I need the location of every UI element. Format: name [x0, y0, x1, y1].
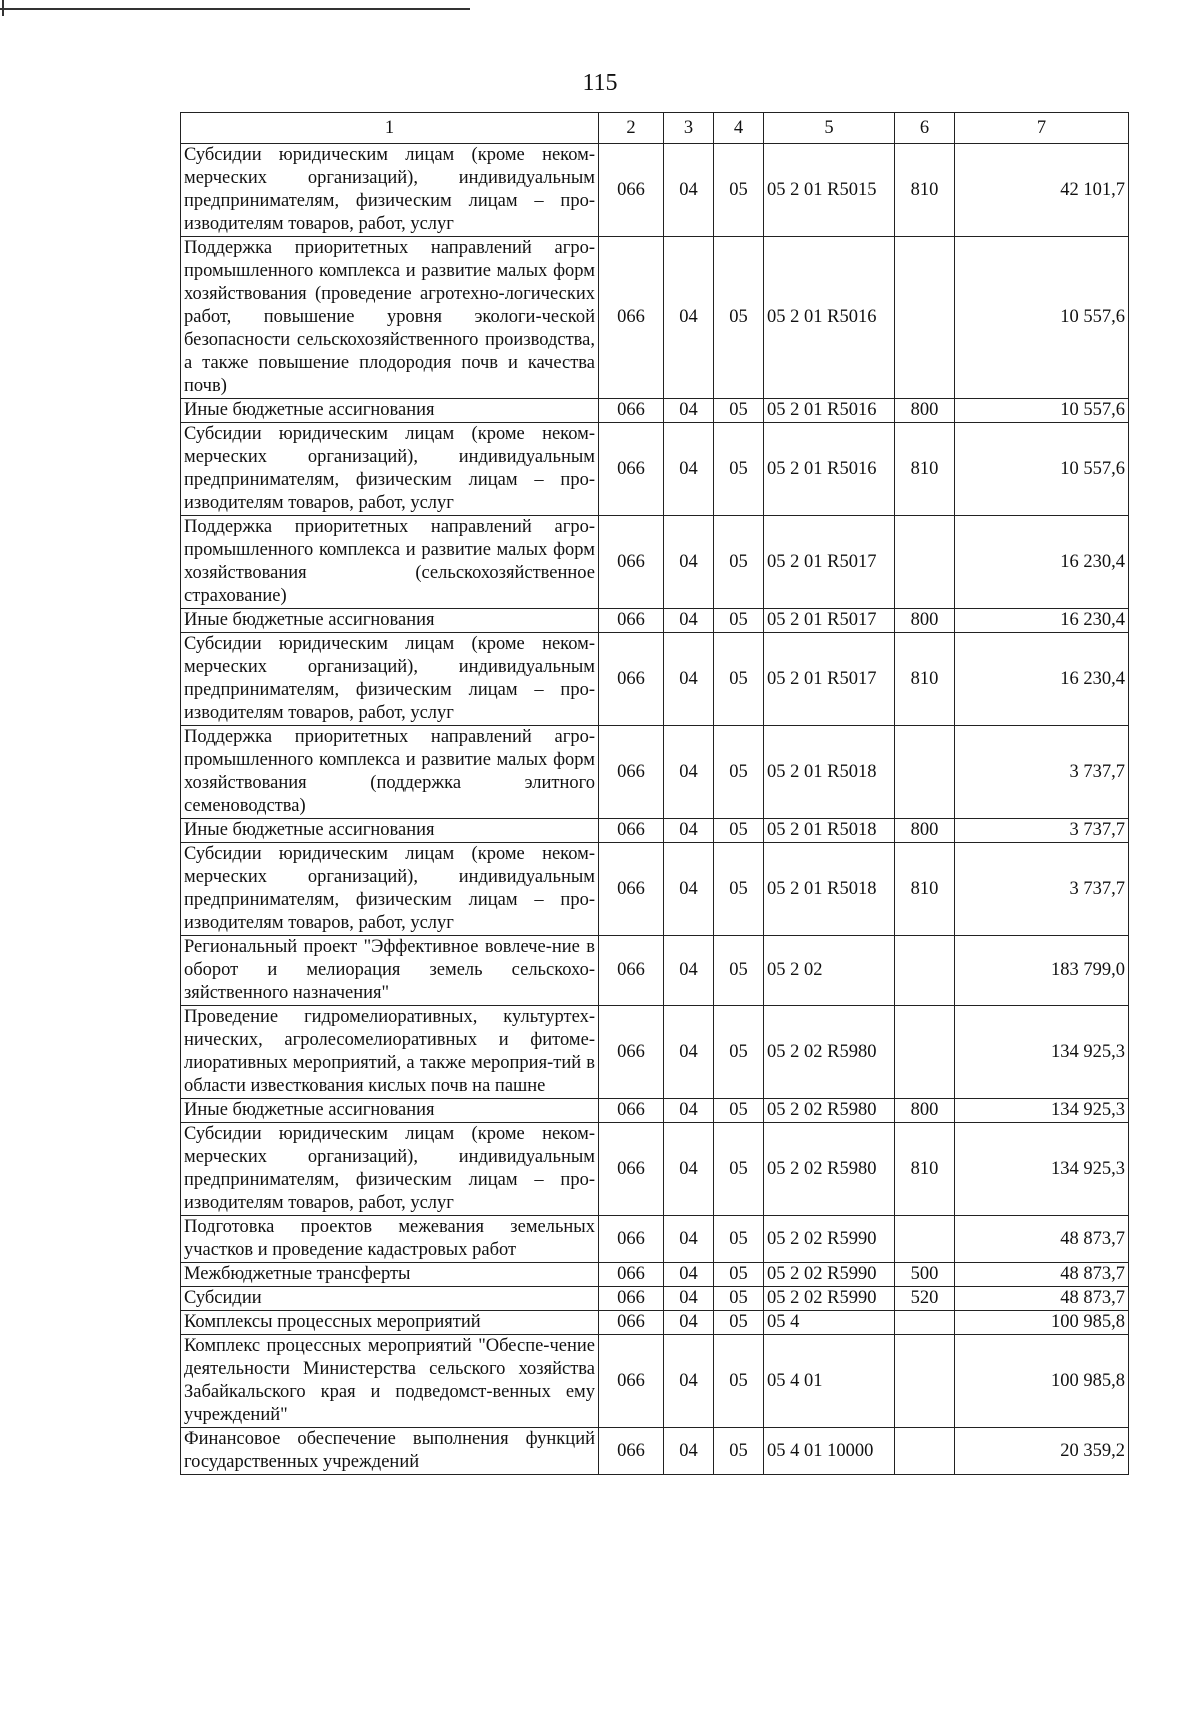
- column-header: 6: [895, 113, 955, 144]
- page-number: 115: [582, 70, 618, 96]
- cell-admin-code: 066: [599, 1428, 664, 1475]
- table-row: [181, 633, 1129, 726]
- cell-admin-code: 066: [599, 1123, 664, 1216]
- cell-admin-code: 066: [599, 423, 664, 516]
- table-row: [181, 423, 1129, 516]
- cell-expense-type: [895, 516, 955, 609]
- cell-subsection: 05: [714, 399, 764, 423]
- table-row: [181, 1335, 1129, 1428]
- cell-admin-code: 066: [599, 237, 664, 399]
- cell-expense-type: 520: [895, 1287, 955, 1311]
- cell-amount: 100 985,8: [955, 1335, 1129, 1428]
- table-body: [181, 144, 1129, 1475]
- cell-expense-type: [895, 1216, 955, 1263]
- cell-amount: 48 873,7: [955, 1216, 1129, 1263]
- cell-name: Субсидии юридическим лицам (кроме неком-мерческих организаций), индивидуальным предпринимателям, физическим лицам – про-изводителям товаров, работ, услуг: [181, 633, 599, 726]
- cell-section: 04: [664, 609, 714, 633]
- cell-subsection: 05: [714, 819, 764, 843]
- cell-name: Поддержка приоритетных направлений агро-промышленного комплекса и развитие малых форм хозяйствования (сельскохозяйственное страхование): [181, 516, 599, 609]
- cell-expense-type: 810: [895, 843, 955, 936]
- cell-section: 04: [664, 1263, 714, 1287]
- cell-amount: 42 101,7: [955, 144, 1129, 237]
- cell-expense-type: [895, 1006, 955, 1099]
- cell-admin-code: 066: [599, 843, 664, 936]
- cell-target-article: 05 2 02 R5990: [764, 1287, 895, 1311]
- cell-section: 04: [664, 1428, 714, 1475]
- cell-section: 04: [664, 237, 714, 399]
- cell-section: 04: [664, 1311, 714, 1335]
- cell-expense-type: [895, 936, 955, 1006]
- cell-subsection: 05: [714, 423, 764, 516]
- cell-name: Иные бюджетные ассигнования: [181, 1099, 599, 1123]
- cell-section: 04: [664, 1006, 714, 1099]
- cell-subsection: 05: [714, 1123, 764, 1216]
- cell-admin-code: 066: [599, 1099, 664, 1123]
- cell-expense-type: [895, 237, 955, 399]
- cell-subsection: 05: [714, 144, 764, 237]
- cell-subsection: 05: [714, 1099, 764, 1123]
- cell-admin-code: 066: [599, 1287, 664, 1311]
- cell-target-article: 05 4: [764, 1311, 895, 1335]
- cell-section: 04: [664, 1287, 714, 1311]
- cell-amount: 10 557,6: [955, 237, 1129, 399]
- cell-target-article: 05 2 01 R5016: [764, 399, 895, 423]
- table-row: [181, 237, 1129, 399]
- cell-subsection: 05: [714, 1335, 764, 1428]
- cell-expense-type: 800: [895, 819, 955, 843]
- cell-name: Региональный проект "Эффективное вовлече-ние в оборот и мелиорация земель сельскохо-зяйственного назначения": [181, 936, 599, 1006]
- cell-amount: 10 557,6: [955, 423, 1129, 516]
- column-header: 3: [664, 113, 714, 144]
- cell-subsection: 05: [714, 843, 764, 936]
- cell-section: 04: [664, 819, 714, 843]
- cell-target-article: 05 2 01 R5017: [764, 516, 895, 609]
- cell-section: 04: [664, 516, 714, 609]
- cell-expense-type: 800: [895, 609, 955, 633]
- cell-target-article: 05 2 02 R5990: [764, 1216, 895, 1263]
- cell-admin-code: 066: [599, 819, 664, 843]
- cell-target-article: 05 2 02 R5980: [764, 1099, 895, 1123]
- cell-admin-code: 066: [599, 1006, 664, 1099]
- table-row: [181, 1263, 1129, 1287]
- cell-name: Подготовка проектов межевания земельных участков и проведение кадастровых работ: [181, 1216, 599, 1263]
- table-row: [181, 1123, 1129, 1216]
- table-row: [181, 1216, 1129, 1263]
- table-row: [181, 936, 1129, 1006]
- cell-target-article: 05 2 01 R5018: [764, 819, 895, 843]
- column-header: 4: [714, 113, 764, 144]
- cell-name: Поддержка приоритетных направлений агро-промышленного комплекса и развитие малых форм хозяйствования (проведение агротехно-логических работ, повышение уровня экологи-ческой безопасности сельскохозяйственного производства, а также повышение плодородия почв и качества почв): [181, 237, 599, 399]
- cell-expense-type: 810: [895, 144, 955, 237]
- cell-target-article: 05 2 01 R5016: [764, 423, 895, 516]
- cell-subsection: 05: [714, 1216, 764, 1263]
- cell-section: 04: [664, 1099, 714, 1123]
- cell-admin-code: 066: [599, 726, 664, 819]
- cell-target-article: 05 4 01 10000: [764, 1428, 895, 1475]
- cell-amount: 20 359,2: [955, 1428, 1129, 1475]
- cell-admin-code: 066: [599, 1263, 664, 1287]
- cell-name: Межбюджетные трансферты: [181, 1263, 599, 1287]
- cell-target-article: 05 2 01 R5015: [764, 144, 895, 237]
- cell-name: Иные бюджетные ассигнования: [181, 819, 599, 843]
- cell-name: Иные бюджетные ассигнования: [181, 609, 599, 633]
- budget-table: [180, 112, 1129, 1475]
- cell-amount: 134 925,3: [955, 1099, 1129, 1123]
- cell-name: Комплекс процессных мероприятий "Обеспе-чение деятельности Министерства сельского хозяйства Забайкальского края и подведомст-венных ему учреждений": [181, 1335, 599, 1428]
- cell-target-article: 05 4 01: [764, 1335, 895, 1428]
- table-row: [181, 1006, 1129, 1099]
- cell-subsection: 05: [714, 726, 764, 819]
- cell-expense-type: [895, 1311, 955, 1335]
- cell-expense-type: [895, 1335, 955, 1428]
- table-row: [181, 819, 1129, 843]
- cell-name: Проведение гидромелиоративных, культуртех-нических, агролесомелиоративных и фитоме-лиоративных мероприятий, а также мероприя-тий в области известкования кислых почв на пашне: [181, 1006, 599, 1099]
- cell-target-article: 05 2 01 R5016: [764, 237, 895, 399]
- cell-amount: 48 873,7: [955, 1287, 1129, 1311]
- cell-section: 04: [664, 936, 714, 1006]
- cell-subsection: 05: [714, 237, 764, 399]
- cell-admin-code: 066: [599, 936, 664, 1006]
- table-row: [181, 843, 1129, 936]
- cell-admin-code: 066: [599, 1216, 664, 1263]
- cell-admin-code: 066: [599, 1311, 664, 1335]
- cell-name: Субсидии юридическим лицам (кроме неком-мерческих организаций), индивидуальным предпринимателям, физическим лицам – про-изводителям товаров, работ, услуг: [181, 843, 599, 936]
- cell-target-article: 05 2 02 R5980: [764, 1123, 895, 1216]
- cell-subsection: 05: [714, 936, 764, 1006]
- cell-subsection: 05: [714, 609, 764, 633]
- cell-target-article: 05 2 01 R5017: [764, 633, 895, 726]
- table-row: [181, 144, 1129, 237]
- cell-section: 04: [664, 1335, 714, 1428]
- cell-admin-code: 066: [599, 1335, 664, 1428]
- cell-name: Субсидии юридическим лицам (кроме неком-мерческих организаций), индивидуальным предпринимателям, физическим лицам – про-изводителям товаров, работ, услуг: [181, 1123, 599, 1216]
- cell-expense-type: [895, 1428, 955, 1475]
- cell-name: Поддержка приоритетных направлений агро-промышленного комплекса и развитие малых форм хозяйствования (поддержка элитного семеноводства): [181, 726, 599, 819]
- cell-amount: 48 873,7: [955, 1263, 1129, 1287]
- cell-subsection: 05: [714, 633, 764, 726]
- cell-name: Финансовое обеспечение выполнения функций государственных учреждений: [181, 1428, 599, 1475]
- cell-name: Субсидии: [181, 1287, 599, 1311]
- cell-admin-code: 066: [599, 609, 664, 633]
- cell-amount: 10 557,6: [955, 399, 1129, 423]
- table-row: [181, 1428, 1129, 1475]
- cell-amount: 3 737,7: [955, 726, 1129, 819]
- cell-expense-type: 810: [895, 423, 955, 516]
- cell-target-article: 05 2 02 R5990: [764, 1263, 895, 1287]
- cell-section: 04: [664, 1123, 714, 1216]
- cell-name: Иные бюджетные ассигнования: [181, 399, 599, 423]
- cell-amount: 134 925,3: [955, 1006, 1129, 1099]
- cell-expense-type: 800: [895, 399, 955, 423]
- cell-target-article: 05 2 01 R5017: [764, 609, 895, 633]
- cell-subsection: 05: [714, 1311, 764, 1335]
- cell-amount: 100 985,8: [955, 1311, 1129, 1335]
- column-header: 2: [599, 113, 664, 144]
- cell-subsection: 05: [714, 1287, 764, 1311]
- cell-admin-code: 066: [599, 633, 664, 726]
- cell-target-article: 05 2 02 R5980: [764, 1006, 895, 1099]
- cell-admin-code: 066: [599, 399, 664, 423]
- table-row: [181, 399, 1129, 423]
- cell-subsection: 05: [714, 1428, 764, 1475]
- cell-name: Субсидии юридическим лицам (кроме неком-мерческих организаций), индивидуальным предпринимателям, физическим лицам – про-изводителям товаров, работ, услуг: [181, 144, 599, 237]
- table-row: [181, 1311, 1129, 1335]
- cell-amount: 16 230,4: [955, 516, 1129, 609]
- cell-admin-code: 066: [599, 516, 664, 609]
- scan-border-edge: [2, 0, 4, 16]
- cell-subsection: 05: [714, 516, 764, 609]
- table-row: [181, 609, 1129, 633]
- scan-border-line: [0, 8, 470, 10]
- cell-expense-type: 810: [895, 1123, 955, 1216]
- cell-amount: 134 925,3: [955, 1123, 1129, 1216]
- table-row: [181, 1287, 1129, 1311]
- cell-amount: 16 230,4: [955, 609, 1129, 633]
- table-row: [181, 726, 1129, 819]
- cell-amount: 183 799,0: [955, 936, 1129, 1006]
- cell-name: Субсидии юридическим лицам (кроме неком-мерческих организаций), индивидуальным предпринимателям, физическим лицам – про-изводителям товаров, работ, услуг: [181, 423, 599, 516]
- column-header: 7: [955, 113, 1129, 144]
- cell-amount: 3 737,7: [955, 819, 1129, 843]
- cell-expense-type: 500: [895, 1263, 955, 1287]
- cell-section: 04: [664, 843, 714, 936]
- table-row: [181, 516, 1129, 609]
- column-header: 5: [764, 113, 895, 144]
- cell-subsection: 05: [714, 1006, 764, 1099]
- cell-target-article: 05 2 01 R5018: [764, 726, 895, 819]
- cell-section: 04: [664, 399, 714, 423]
- table-row: [181, 1099, 1129, 1123]
- cell-section: 04: [664, 633, 714, 726]
- cell-section: 04: [664, 144, 714, 237]
- cell-name: Комплексы процессных мероприятий: [181, 1311, 599, 1335]
- column-header: 1: [181, 113, 599, 144]
- cell-section: 04: [664, 1216, 714, 1263]
- cell-expense-type: 800: [895, 1099, 955, 1123]
- cell-target-article: 05 2 01 R5018: [764, 843, 895, 936]
- cell-target-article: 05 2 02: [764, 936, 895, 1006]
- cell-amount: 16 230,4: [955, 633, 1129, 726]
- cell-admin-code: 066: [599, 144, 664, 237]
- cell-section: 04: [664, 726, 714, 819]
- cell-section: 04: [664, 423, 714, 516]
- cell-amount: 3 737,7: [955, 843, 1129, 936]
- table-header-row: [181, 113, 1129, 144]
- cell-expense-type: 810: [895, 633, 955, 726]
- cell-subsection: 05: [714, 1263, 764, 1287]
- cell-expense-type: [895, 726, 955, 819]
